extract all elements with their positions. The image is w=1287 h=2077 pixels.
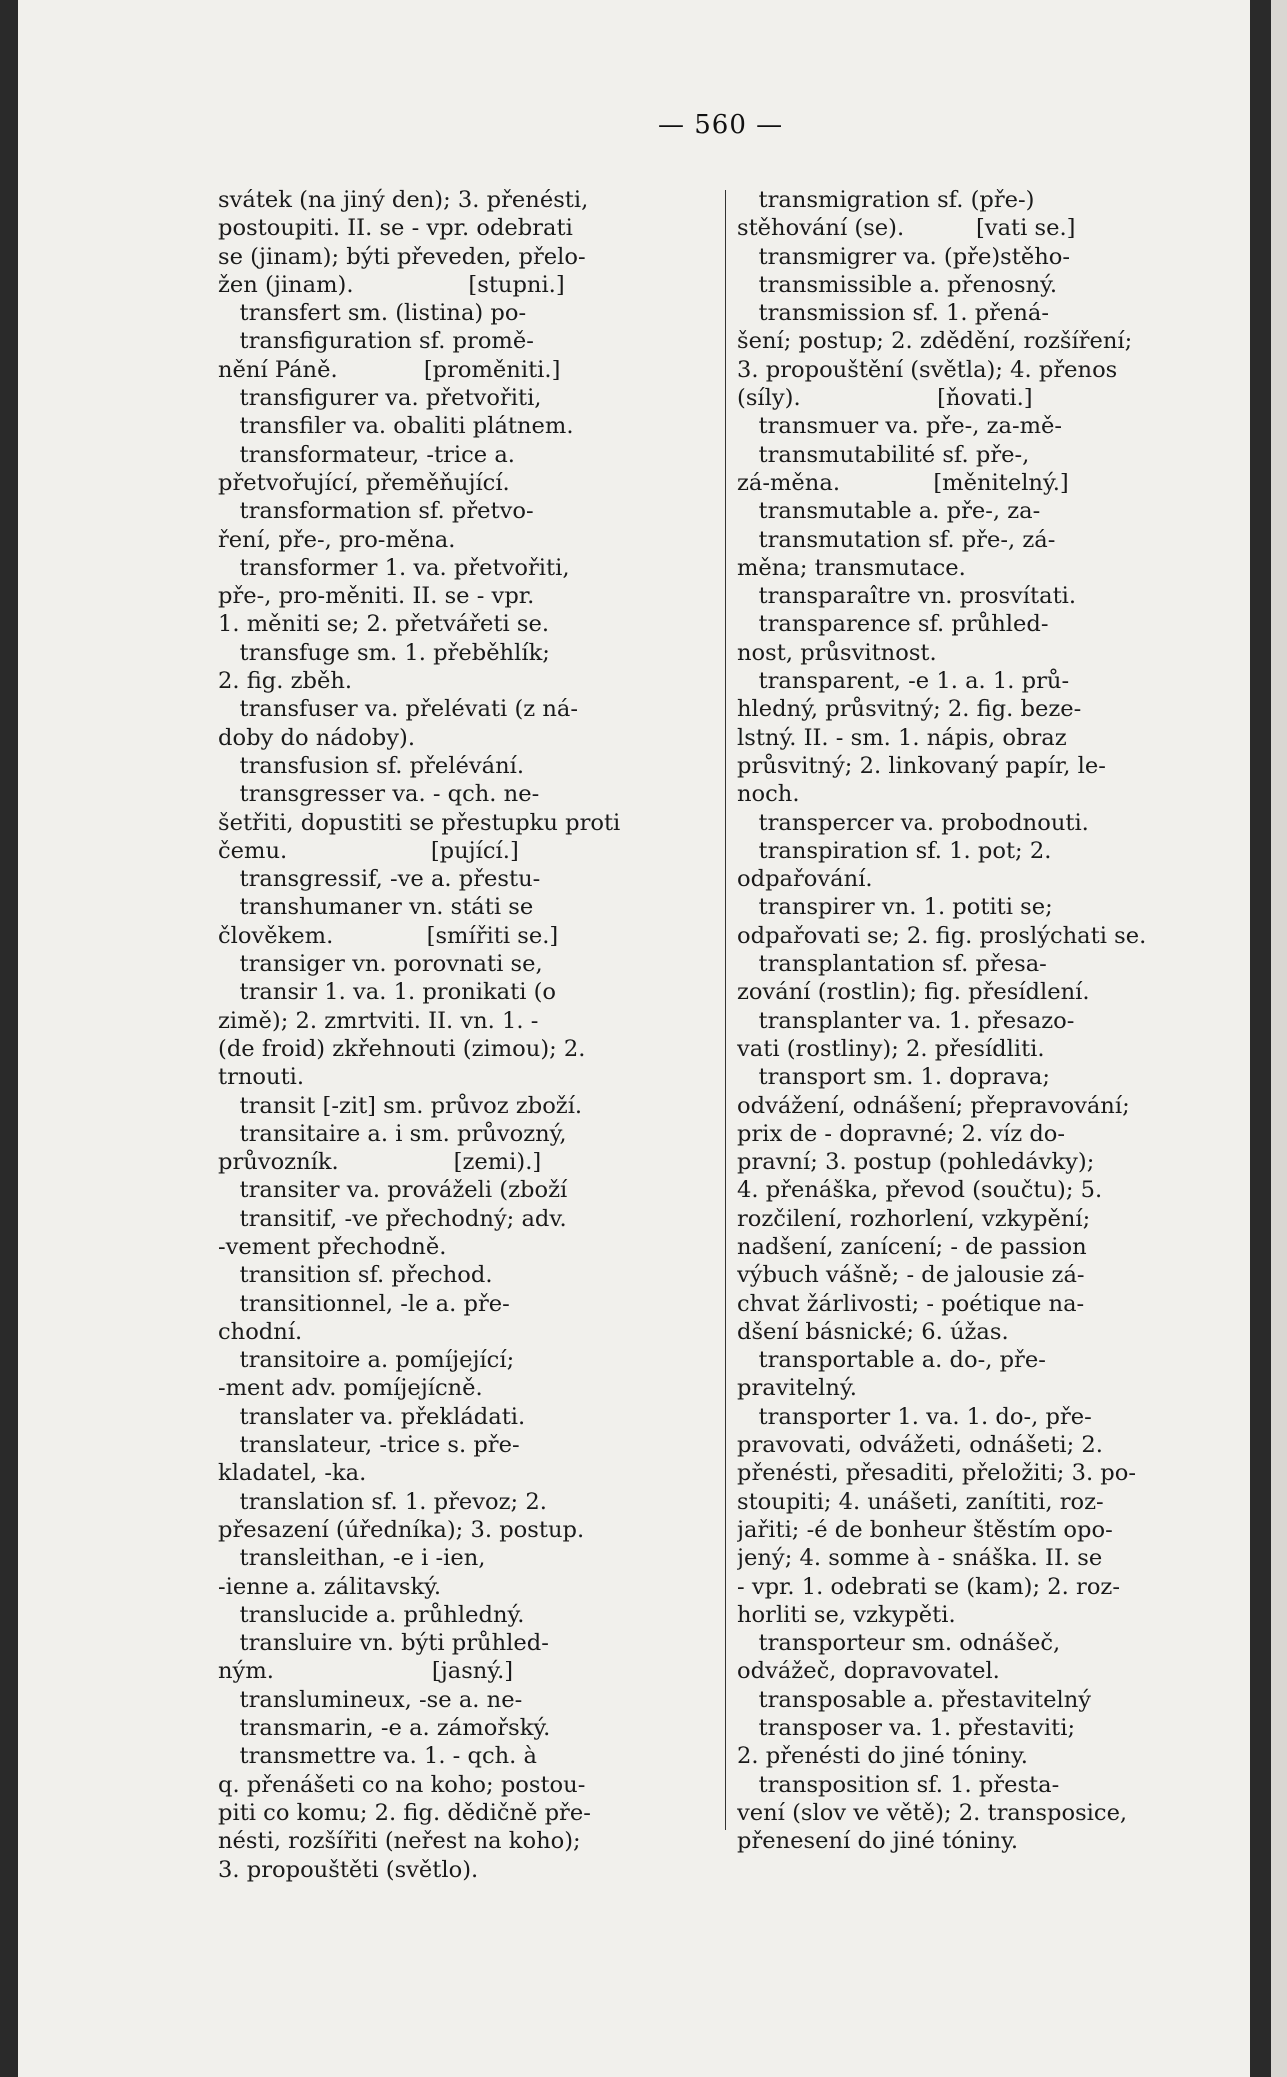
text-line: šení; postup; 2. zdědění, rozšíření; (737, 328, 1133, 355)
text-line: nadšení, zanícení; - de passion (737, 1233, 1087, 1260)
text-line: ření, pře-, pro-měna. (218, 526, 456, 553)
text-line: (síly). [ňovati.] (737, 385, 1033, 412)
text-line: se (jinam); býti převeden, přelo- (218, 243, 586, 270)
text-line: transfiler va. obaliti plátnem. (218, 413, 574, 440)
text-line: transgresser va. - qch. ne- (218, 781, 540, 808)
text-line: transgressif, -ve a. přestu- (218, 866, 541, 893)
text-line: 4. přenáška, převod (součtu); 5. (737, 1177, 1103, 1204)
text-line: transitif, -ve přechodný; adv. (218, 1205, 567, 1232)
text-line: transitaire a. i sm. průvozný, (218, 1120, 567, 1147)
text-line: čemu. [pující.] (218, 837, 519, 864)
text-line: 3. propouštění (světla); 4. přenos (737, 356, 1118, 383)
text-line: transformer 1. va. přetvořiti, (218, 554, 570, 581)
text-line: člověkem. [smířiti se.] (218, 922, 559, 949)
text-line: jený; 4. somme à - snáška. II. se (737, 1545, 1103, 1572)
text-line: přenésti, přesaditi, přeložiti; 3. po- (737, 1460, 1137, 1487)
text-line: nění Páně. [proměniti.] (218, 356, 561, 383)
text-line: transposition sf. 1. přesta- (737, 1771, 1060, 1798)
text-line: lstný. II. - sm. 1. nápis, obraz (737, 724, 1067, 751)
text-line: transmissible a. přenosný. (737, 271, 1058, 298)
text-line: transmettre va. 1. - qch. à (218, 1743, 538, 1770)
text-line: nost, průsvitnost. (737, 639, 937, 666)
text-line: transplantation sf. přesa- (737, 951, 1047, 978)
text-line: transmigration sf. (pře-) (737, 187, 1035, 213)
text-line: vati (rostliny); 2. přesídliti. (737, 1035, 1045, 1062)
text-line: -ienne a. zálitavský. (218, 1573, 442, 1600)
text-line: ným. [jasný.] (218, 1658, 514, 1685)
text-line: výbuch vášně; - de jalousie zá- (737, 1262, 1085, 1289)
text-line: q. přenášeti co na koho; postou- (218, 1771, 586, 1798)
text-line: transit [-zit] sm. průvoz zboží. (218, 1092, 583, 1119)
text-line: -vement přechodně. (218, 1233, 447, 1260)
text-line: translateur, -trice s. pře- (218, 1432, 520, 1459)
text-line: prix de - dopravné; 2. víz do- (737, 1120, 1066, 1147)
text-line: jařiti; -é de bonheur štěstím opo- (737, 1516, 1113, 1543)
text-line: přenesení do jiné tóniny. (737, 1828, 1019, 1855)
text-line: šetřiti, dopustiti se přestupku proti (218, 809, 621, 836)
text-line: transitionnel, -le a. pře- (218, 1290, 510, 1317)
text-line: transmission sf. 1. přená- (737, 300, 1049, 327)
text-line: doby do nádoby). (218, 724, 416, 751)
right-column (737, 186, 1215, 1856)
text-line: 2. fig. zběh. (218, 668, 353, 695)
text-line: transparence sf. průhled- (737, 611, 1049, 638)
text-line: 1. měniti se; 2. přetvářeti se. (218, 611, 550, 638)
left-column (218, 186, 712, 1884)
text-line: transleithan, -e i -ien, (218, 1545, 486, 1572)
text-line: kladatel, -ka. (218, 1460, 367, 1487)
text-line: -ment adv. pomíjejícně. (218, 1375, 483, 1402)
text-line: transportable a. do-, pře- (737, 1347, 1046, 1374)
text-line: zimě); 2. zmrtviti. II. vn. 1. - (218, 1007, 539, 1034)
text-line: průsvitný; 2. linkovaný papír, le- (737, 752, 1106, 779)
text-line: transfusion sf. přelévání. (218, 752, 525, 779)
text-line: transmutable a. pře-, za- (737, 498, 1041, 525)
text-line: odvážeč, dopravovatel. (737, 1658, 1000, 1685)
text-line: transmutabilité sf. pře-, (737, 441, 1030, 468)
text-line: transposer va. 1. přestaviti; (737, 1715, 1076, 1742)
text-line: odvážení, odnášení; přepravování; (737, 1092, 1130, 1119)
text-line: transiger vn. porovnati se, (218, 951, 543, 978)
text-line: transporteur sm. odnášeč, (737, 1630, 1061, 1657)
text-line: přesazení (úředníka); 3. postup. (218, 1516, 585, 1543)
text-line: transmuer va. pře-, za-mě- (737, 413, 1063, 440)
text-line: přetvořující, přeměňující. (218, 469, 510, 496)
text-line: pře-, pro-měniti. II. se - vpr. (218, 583, 535, 610)
text-line: 2. přenésti do jiné tóniny. (737, 1743, 1028, 1770)
dictionary-page (18, 0, 1250, 2077)
text-line: piti co komu; 2. fig. dědičně pře- (218, 1799, 591, 1826)
text-line: transparent, -e 1. a. 1. prů- (737, 668, 1070, 695)
text-line: translucide a. průhledný. (218, 1601, 525, 1628)
text-line: stoupiti; 4. unášeti, zanítiti, roz- (737, 1488, 1104, 1515)
text-line: svátek (na jiný den); 3. přenésti, (218, 187, 589, 213)
text-line: pravní; 3. postup (pohledávky); (737, 1149, 1095, 1176)
text-line: transmigrer va. (pře)stěho- (737, 243, 1071, 270)
text-line: transport sm. 1. doprava; (737, 1064, 1050, 1091)
text-line: zá-měna. [měnitelný.] (737, 469, 1069, 496)
text-line: dšení básnické; 6. úžas. (737, 1318, 1009, 1345)
text-line: stěhování (se). [vati se.] (737, 215, 1076, 242)
text-line: transfert sm. (listina) po- (218, 300, 527, 327)
text-line: vení (slov ve větě); 2. transposice, (737, 1799, 1128, 1826)
text-line: chvat žárlivosti; - poétique na- (737, 1290, 1085, 1317)
text-line: transfuser va. přelévati (z ná- (218, 696, 579, 723)
text-line: transition sf. přechod. (218, 1262, 493, 1289)
text-line: translation sf. 1. převoz; 2. (218, 1488, 547, 1515)
text-line: nésti, rozšířiti (neřest na koho); (218, 1828, 581, 1855)
text-line: odpařování. (737, 866, 873, 893)
text-line: průvozník. [zemi).] (218, 1149, 542, 1176)
text-line: chodní. (218, 1318, 303, 1345)
text-line: transir 1. va. 1. pronikati (o (218, 979, 557, 1006)
text-line: transpirer vn. 1. potiti se; (737, 894, 1053, 921)
text-line: odpařovati se; 2. fig. proslýchati se. (737, 922, 1147, 949)
page-number: — 560 — (658, 110, 784, 140)
text-line: žen (jinam). [stupni.] (218, 271, 565, 298)
text-line: hledný, průsvitný; 2. fig. beze- (737, 696, 1082, 723)
text-line: transporter 1. va. 1. do-, pře- (737, 1403, 1092, 1430)
text-line: transplanter va. 1. přesazo- (737, 1007, 1075, 1034)
text-line: transfuge sm. 1. přeběhlík; (218, 639, 550, 666)
text-line: transmarin, -e a. zámořský. (218, 1715, 551, 1742)
text-line: pravitelný. (737, 1375, 857, 1402)
text-line: noch. (737, 781, 800, 808)
text-line: transiter va. prováželi (zboží (218, 1177, 568, 1204)
text-line: transfiguration sf. promě- (218, 328, 534, 355)
text-line: 3. propouštěti (světlo). (218, 1856, 479, 1883)
text-line: transformateur, -trice a. (218, 441, 515, 468)
text-line: postoupiti. II. se - vpr. odebrati (218, 215, 573, 242)
text-line: transpiration sf. 1. pot; 2. (737, 837, 1052, 864)
text-line: transluire vn. býti průhled- (218, 1630, 549, 1657)
column-divider (725, 190, 726, 1830)
text-line: horliti se, vzkypěti. (737, 1601, 956, 1628)
text-line: transposable a. přestavitelný (737, 1686, 1092, 1713)
text-line: transformation sf. přetvo- (218, 498, 534, 525)
text-line: translumineux, -se a. ne- (218, 1686, 523, 1713)
text-line: transfigurer va. přetvořiti, (218, 385, 542, 412)
text-line: translater va. překládati. (218, 1403, 526, 1430)
page-edge (1271, 0, 1287, 2077)
text-line: rozčilení, rozhorlení, vzkypění; (737, 1205, 1091, 1232)
text-line: trnouti. (218, 1064, 305, 1091)
text-line: transitoire a. pomíjející; (218, 1347, 515, 1374)
text-line: - vpr. 1. odebrati se (kam); 2. roz- (737, 1573, 1120, 1600)
text-line: měna; transmutace. (737, 554, 966, 581)
text-line: transpercer va. probodnouti. (737, 809, 1089, 836)
text-line: zování (rostlin); fig. přesídlení. (737, 979, 1090, 1006)
text-line: transmutation sf. pře-, zá- (737, 526, 1056, 553)
text-line: transhumaner vn. státi se (218, 894, 534, 921)
text-line: transparaître vn. prosvítati. (737, 583, 1077, 610)
text-line: (de froid) zkřehnouti (zimou); 2. (218, 1035, 586, 1062)
text-line: pravovati, odvážeti, odnášeti; 2. (737, 1432, 1103, 1459)
